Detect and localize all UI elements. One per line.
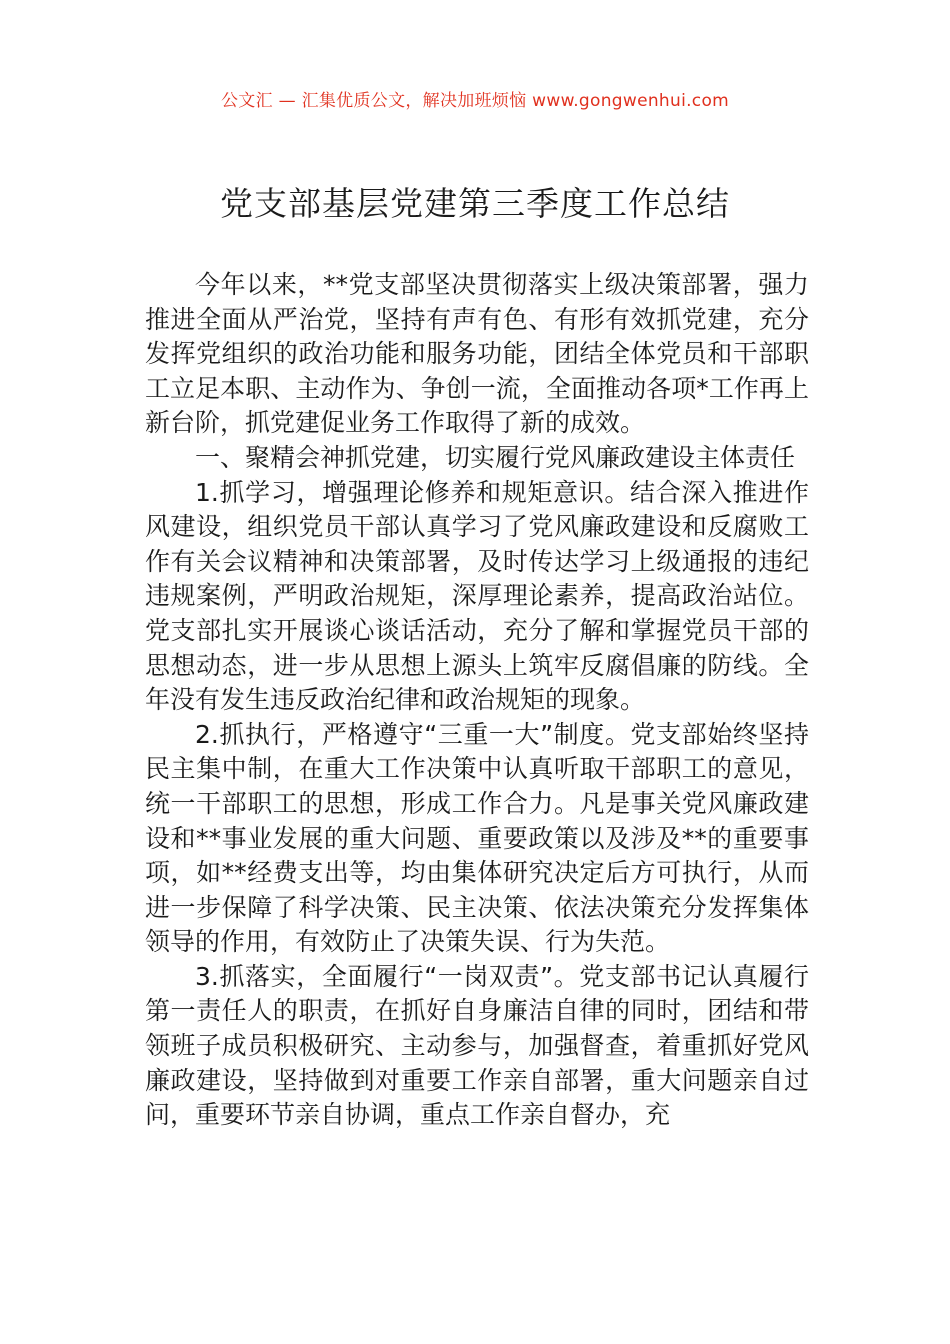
section-heading-1: 一、聚精会神抓党建，切实履行党风廉政建设主体责任: [195, 442, 796, 472]
paragraph-item-1: 1.抓学习，增强理论修养和规矩意识。结合深入推进作风建设，组织党员干部认真学习了党风廉政建设和反腐败工作有关会议精神和决策部署，及时传达学习上级通报的违纪违规案例，严明政治规矩，深厚理论素养，提高政治站位。党支部扎实开展谈心谈话活动，充分了解和掌握党员干部的思想动态，进一步从思想上源头上筑牢反腐倡廉的防线。全年没有发生违反政治纪律和政治规矩的现象。: [145, 477, 809, 715]
document-body: [145, 268, 809, 1133]
paragraph-item-3: 3.抓落实，全面履行“一岗双责”。党支部书记认真履行第一责任人的职责，在抓好自身廉洁自律的同时，团结和带领班子成员积极研究、主动参与，加强督查，着重抓好党风廉政建设，坚持做到对重要工作亲自部署，重大问题亲自过问，重要环节亲自协调，重点工作亲自督办，充: [145, 961, 809, 1130]
header-banner: 公文汇 — 汇集优质公文，解决加班烦恼 www.gongwenhui.com: [220, 91, 730, 111]
paragraph-intro: 今年以来，**党支部坚决贯彻落实上级决策部署，强力推进全面从严治党，坚持有声有色、有形有效抓党建，充分发挥党组织的政治功能和服务功能，团结全体党员和干部职工立足本职、主动作为、争创一流，全面推动各项*工作再上新台阶，抓党建促业务工作取得了新的成效。: [145, 270, 809, 438]
document-title: 党支部基层党建第三季度工作总结: [220, 184, 730, 223]
paragraph-item-2: 2.抓执行，严格遵守“三重一大”制度。党支部始终坚持民主集中制，在重大工作决策中认真听取干部职工的意见，统一干部职工的思想，形成工作合力。凡是事关党风廉政建设和**事业发展的重大问题、重要政策以及涉及**的重要事项，如**经费支出等，均由集体研究决定后方可执行，从而进一步保障了科学决策、民主决策、依法决策充分发挥集体领导的作用，有效防止了决策失误、行为失范。: [145, 719, 809, 957]
